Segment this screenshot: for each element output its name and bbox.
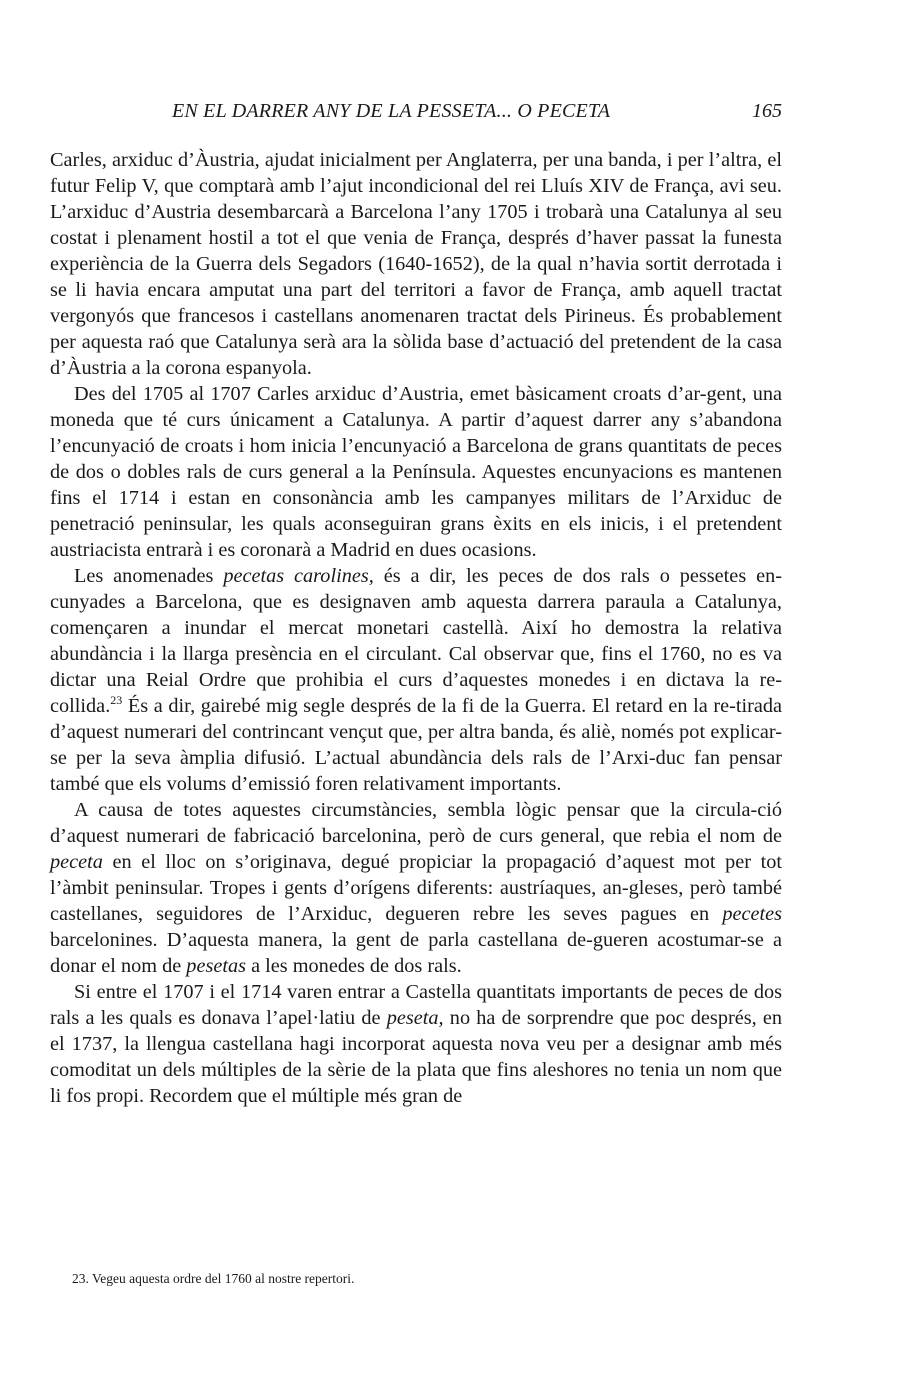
text-run: barcelonines. D’aquesta manera, la gent de parla castellana de-gueren acostumar-se a donar el nom de [50, 929, 782, 977]
text-run: no ha de sorprendre que poc després, en el 1737, la llengua castellana hagi incorporat aquesta nova veu per a designar amb més comoditat un dels múltiples de la sèrie de la plata que fins aleshores no tenia un nom que li fos propi. Recordem que el múltiple més gran de [50, 1007, 783, 1107]
page-number: 165 [752, 100, 782, 122]
text-run: Les anomenades [74, 565, 224, 587]
italic-term: peseta, [386, 1007, 444, 1029]
paragraph [50, 797, 782, 979]
footnote-reference: 23 [110, 693, 123, 708]
text-run: a les monedes de dos rals. [246, 955, 462, 977]
text-run: Si entre el 1707 i el 1714 varen entrar a Castella quantitats importants de peces de dos rals a les quals es donava l’apel·latiu de [50, 981, 782, 1029]
italic-term: peceta [50, 851, 103, 873]
running-title: EN EL DARRER ANY DE LA PESSETA... O PECETA [172, 100, 611, 122]
page-header [172, 98, 782, 124]
text-run: A causa de totes aquestes circumstàncies, sembla lògic pensar que la circula-ció d’aquest numerari de fabricació barcelonina, però de curs general, que rebia el nom de [50, 799, 782, 847]
text-run: És a dir, gairebé mig segle després de la fi de la Guerra. El retard en la re-tirada d’aquest numerari del contrincant vençut que, per altra banda, és aliè, només pot explicar-se per la seva àmplia difusió. L’actual abundància dels rals de l’Arxi-duc fan pensar també que els volums d’emissió foren relativament importants. [50, 695, 782, 795]
text-run: és a dir, les peces de dos rals o pessetes en-cunyades a Barcelona, que es designaven amb aquesta darrera paraula a Catalunya, començaren a inundar el mercat monetari castellà. Així ho demostra la relativa abundància i la llarga presència en el circulant. Cal observar que, fins el 1760, no es va dictar una Reial Ordre que prohibia el curs d’aquestes monedes i en dictava la re-collida. [50, 565, 782, 717]
paragraph [50, 381, 782, 563]
text-run: en el lloc on s’originava, degué propiciar la propagació d’aquest mot per tot l’àmbit peninsular. Tropes i gents d’orígens diferents: austríaques, an-gleses, però també castellanes, seguidores de l’Arxiduc, degueren rebre les seves pagues en [50, 851, 782, 925]
paragraph [50, 979, 782, 1109]
italic-term: pesetas [186, 955, 247, 977]
italic-term: pecetas carolines, [223, 565, 374, 587]
footnote: 23. Vegeu aquesta ordre del 1760 al nostre repertori. [72, 1271, 355, 1286]
text-run: Carles, arxiduc d’Àustria, ajudat inicialment per Anglaterra, per una banda, i per l’altra, el futur Felip V, que comptarà amb l’ajut incondicional del rei Lluís XIV de França, avi seu. L’arxiduc d’Austria desembarcarà a Barcelona l’any 1705 i trobarà una Catalunya al seu costat i plenament hostil a tot el que venia de França, després d’haver passat la funesta experiència de la Guerra dels Segadors (1640-1652), de la qual n’havia sortit derrotada i se li havia encara amputat una part del territori a favor de França, amb aquell tractat vergonyós que francesos i castellans anomenaren tractat dels Pirineus. És probablement per aquesta raó que Catalunya serà ara la sòlida base d’actuació del pretendent de la casa d’Àustria a la corona espanyola. [50, 149, 782, 379]
paragraph [50, 563, 782, 797]
italic-term: pecetes [722, 903, 782, 925]
text-run: Des del 1705 al 1707 Carles arxiduc d’Austria, emet bàsicament croats d’ar-gent, una moneda que té curs únicament a Catalunya. A partir d’aquest darrer any s’abandona l’encunyació de croats i hom inicia l’encunyació a Barcelona de grans quantitats de peces de dos o dobles rals de curs general a la Península. Aquestes encunyacions es mantenen fins el 1714 i estan en consonància amb les campanyes militars de l’Arxiduc de penetració peninsular, les quals aconseguiran grans èxits en els inicis, i el pretendent austriacista entrarà i es coronarà a Madrid en dues ocasions. [50, 383, 782, 561]
paragraph [50, 147, 782, 381]
body-text [50, 147, 782, 1109]
